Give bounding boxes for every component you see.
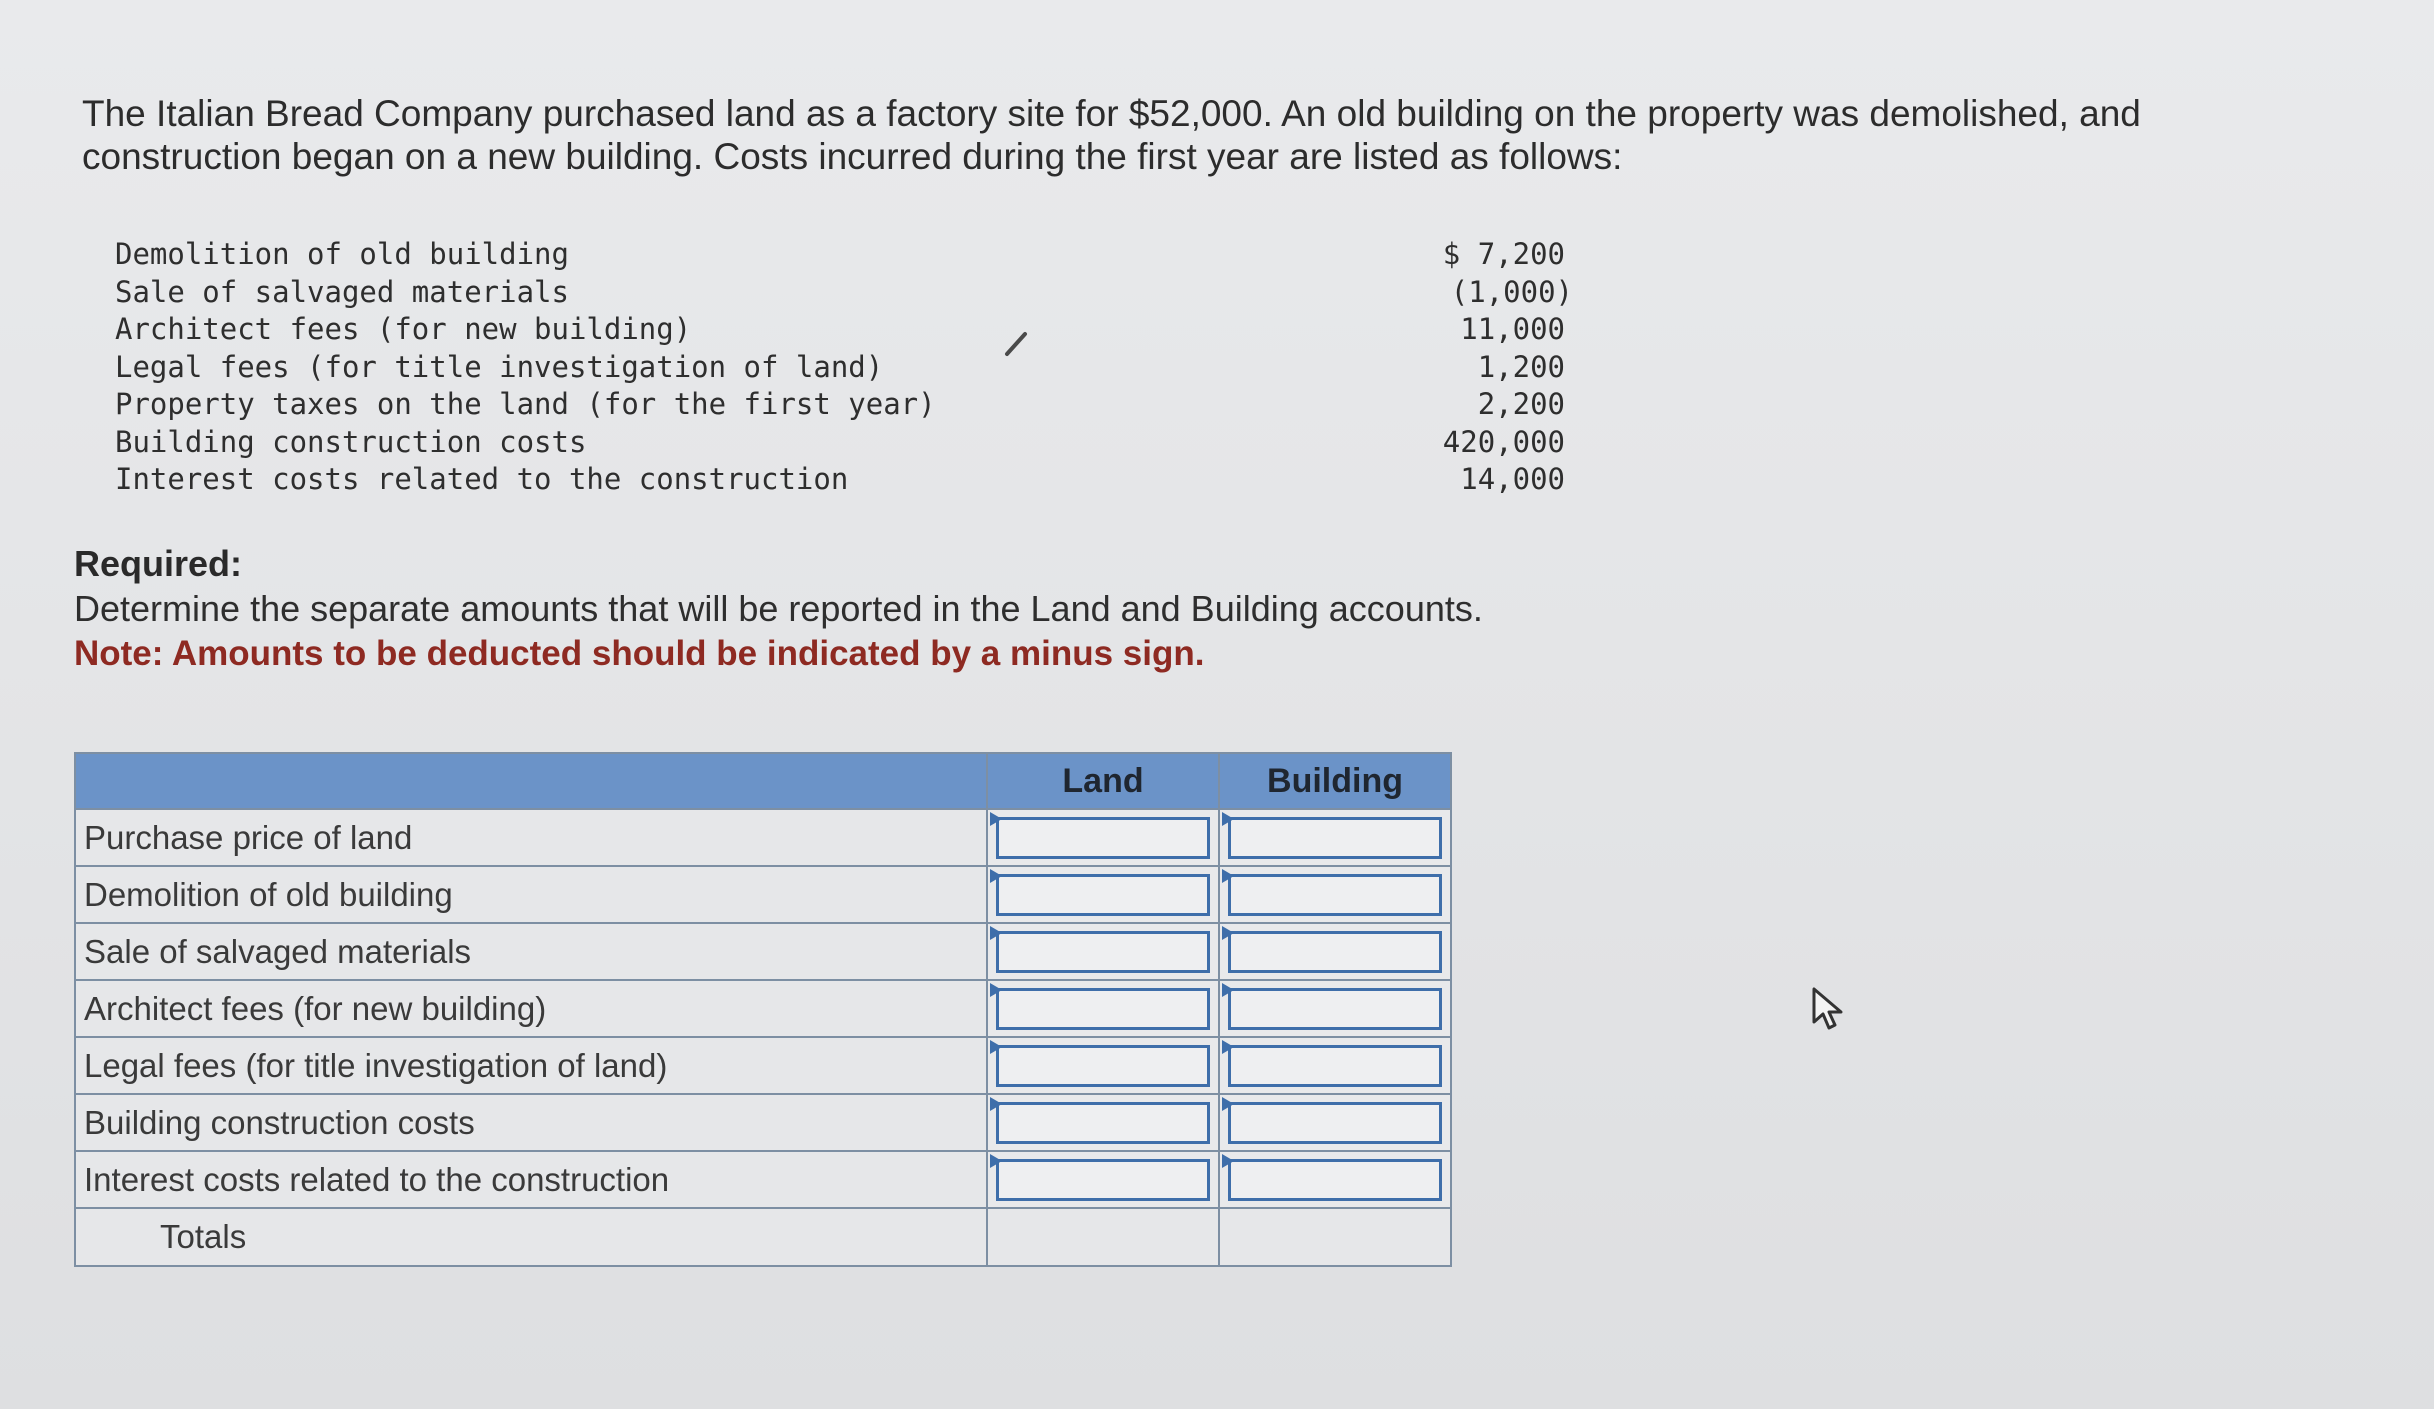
cost-amount: 1,200 xyxy=(1477,349,1565,384)
row-label: Interest costs related to the construction xyxy=(75,1151,987,1208)
building-cell xyxy=(1219,980,1451,1037)
row-label: Purchase price of land xyxy=(75,809,987,866)
header-building: Building xyxy=(1219,753,1451,809)
cost-description: Architect fees (for new building) xyxy=(115,312,692,346)
cell-marker-icon xyxy=(1222,1097,1234,1111)
building-input[interactable] xyxy=(1228,1102,1442,1144)
cost-amount: 11,000 xyxy=(1460,312,1565,346)
cell-marker-icon xyxy=(990,1097,1002,1111)
cost-description: Property taxes on the land (for the first year) xyxy=(115,387,936,421)
required-instructions: Determine the separate amounts that will be reported in the Land and Building accounts. xyxy=(74,588,1483,629)
table-row xyxy=(75,1037,1451,1094)
cost-amount: 420,000 xyxy=(1442,424,1565,459)
cell-marker-icon xyxy=(990,983,1002,997)
building-input[interactable] xyxy=(1228,817,1442,859)
land-cell xyxy=(987,1151,1219,1208)
cost-list xyxy=(115,236,1573,499)
cost-row xyxy=(115,349,1565,387)
table-row xyxy=(75,866,1451,923)
cost-row xyxy=(115,386,1565,424)
required-section xyxy=(74,542,2074,676)
land-input[interactable] xyxy=(996,1045,1210,1087)
cost-row xyxy=(115,311,1565,349)
building-cell xyxy=(1219,1094,1451,1151)
cost-amount: 2,200 xyxy=(1477,387,1565,421)
header-blank xyxy=(75,753,987,809)
cost-description: Demolition of old building xyxy=(115,237,569,271)
cell-marker-icon xyxy=(990,869,1002,883)
land-total xyxy=(987,1208,1219,1266)
building-cell xyxy=(1219,1037,1451,1094)
land-cell xyxy=(987,923,1219,980)
cost-description: Legal fees (for title investigation of land) xyxy=(115,349,884,384)
cell-marker-icon xyxy=(990,1040,1002,1054)
building-input[interactable] xyxy=(1228,1045,1442,1087)
cell-marker-icon xyxy=(1222,812,1234,826)
land-building-answer-table xyxy=(74,752,1452,1267)
building-input[interactable] xyxy=(1228,874,1442,916)
problem-intro: The Italian Bread Company purchased land as a factory site for $52,000. An old building on the property was demolished, and construction began on a new building. Costs incurred during the first year are listed as follows: xyxy=(82,93,2141,177)
required-label: Required: xyxy=(74,543,243,584)
land-input[interactable] xyxy=(996,817,1210,859)
cost-description: Interest costs related to the construction xyxy=(115,462,849,496)
land-input[interactable] xyxy=(996,874,1210,916)
minus-sign-note: Note: Amounts to be deducted should be indicated by a minus sign. xyxy=(74,634,1205,673)
cell-marker-icon xyxy=(990,926,1002,940)
cell-marker-icon xyxy=(1222,1154,1234,1168)
cost-row xyxy=(115,461,1565,499)
building-input[interactable] xyxy=(1228,1159,1442,1201)
cost-row xyxy=(115,274,1573,312)
table-row xyxy=(75,809,1451,866)
land-input[interactable] xyxy=(996,1102,1210,1144)
cost-row xyxy=(115,236,1565,274)
cost-description: Sale of salvaged materials xyxy=(115,274,569,309)
land-input[interactable] xyxy=(996,1159,1210,1201)
cell-marker-icon xyxy=(1222,926,1234,940)
totals-label: Totals xyxy=(75,1208,987,1266)
building-total xyxy=(1219,1208,1451,1266)
land-cell xyxy=(987,866,1219,923)
table-header-row xyxy=(75,753,1451,809)
cell-marker-icon xyxy=(990,1154,1002,1168)
land-input[interactable] xyxy=(996,931,1210,973)
cost-amount: $ 7,200 xyxy=(1442,237,1565,271)
land-cell xyxy=(987,1037,1219,1094)
totals-row xyxy=(75,1208,1451,1266)
building-cell xyxy=(1219,923,1451,980)
row-label: Architect fees (for new building) xyxy=(75,980,987,1037)
table-row xyxy=(75,980,1451,1037)
land-cell xyxy=(987,809,1219,866)
land-cell xyxy=(987,1094,1219,1151)
row-label: Sale of salvaged materials xyxy=(75,923,987,980)
row-label: Legal fees (for title investigation of land) xyxy=(75,1037,987,1094)
land-cell xyxy=(987,980,1219,1037)
land-input[interactable] xyxy=(996,988,1210,1030)
table-row xyxy=(75,923,1451,980)
mouse-pointer-icon xyxy=(1810,986,1850,1036)
table-row xyxy=(75,1151,1451,1208)
cell-marker-icon xyxy=(990,812,1002,826)
building-input[interactable] xyxy=(1228,931,1442,973)
building-cell xyxy=(1219,866,1451,923)
cell-marker-icon xyxy=(1222,869,1234,883)
cell-marker-icon xyxy=(1222,983,1234,997)
building-cell xyxy=(1219,1151,1451,1208)
building-input[interactable] xyxy=(1228,988,1442,1030)
cost-amount: 14,000 xyxy=(1460,462,1565,496)
table-row xyxy=(75,1094,1451,1151)
cost-row xyxy=(115,424,1565,462)
pencil-check-mark-icon xyxy=(1003,330,1031,358)
row-label: Demolition of old building xyxy=(75,866,987,923)
cost-description: Building construction costs xyxy=(115,424,587,459)
cell-marker-icon xyxy=(1222,1040,1234,1054)
building-cell xyxy=(1219,809,1451,866)
cost-amount: (1,000) xyxy=(1450,274,1573,309)
header-land: Land xyxy=(987,753,1219,809)
row-label: Building construction costs xyxy=(75,1094,987,1151)
